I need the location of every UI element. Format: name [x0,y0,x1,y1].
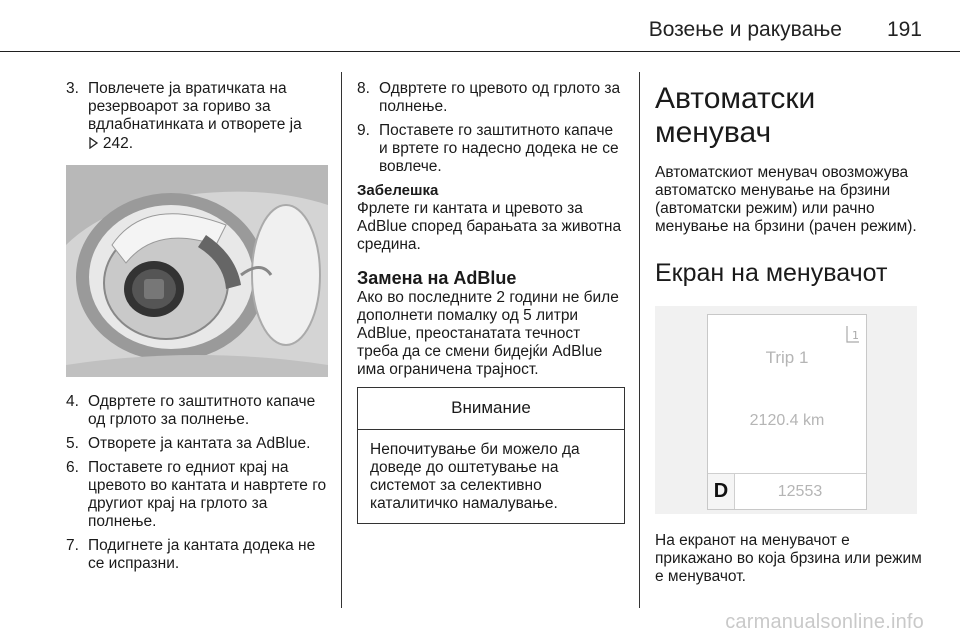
item-text: Повлечете ја вратичката на резервоарот за гориво за вдлабнатинката и отворете ја [88,80,302,133]
note-title: Забелешка [357,182,439,199]
column-divider-1 [341,72,342,608]
transmission-display-illustration [655,306,917,514]
section-text: Ако во последните 2 години не биле дополнети помалку од 5 литри AdBlue, преостанатата течност треба да се смени бидејќи AdBlue има ограничена трајност. [357,289,619,378]
column-3 [655,80,925,594]
column-divider-2 [639,72,640,608]
note-text: Фрлете ги кантата и цревото за AdBlue според барањата за животна средина. [357,200,622,253]
subsection-title: Екран на менувачот [655,259,888,287]
fuel-filler-photo [66,165,328,377]
display-caption: На екранот на менувачот е прикажано во која брзина или режим е менувачот. [655,532,922,585]
list-item-7 [66,537,328,573]
chapter-title: Автоматски менувач [655,82,816,149]
item-number: 8. [357,80,370,97]
page-header [0,0,960,52]
warning-text: Непочитување би можело да доведе до оштетување на системот за селективно каталитичко намалување. [370,441,580,512]
list-item-5 [66,435,328,453]
trip-counter-icon [846,325,860,343]
item-text: Одвртете го заштитното капаче од грлото за полнење. [88,393,316,428]
cross-reference-link[interactable]: 242. [102,135,134,152]
warning-title: Внимание [358,388,624,430]
section-title: Замена на AdBlue [357,268,517,288]
header-rule [0,51,960,52]
list-item-3 [66,80,328,153]
column-2 [357,80,625,524]
header-title: Возење и ракување [648,18,842,41]
item-number: 4. [66,393,79,410]
item-text: Поставете го едниот крај на цревото во кантата и навртете го другиот крај на грлото за полнење. [88,459,327,530]
arrow-right-icon[interactable] [88,135,103,151]
item-number: 7. [66,537,79,554]
item-text: Поставете го заштитното капаче и вртете го надесно додека не се вовлече. [379,122,619,175]
watermark: carmanualsonline.info [725,611,924,633]
list-item-4 [66,393,328,429]
column-1 [66,80,328,579]
list-item-6 [66,459,328,531]
gear-indicator: D [708,474,735,509]
list-item-8 [357,80,625,116]
item-text: Отворете ја кантата за AdBlue. [88,435,311,452]
item-number: 3. [66,80,79,97]
item-number: 5. [66,435,79,452]
trip-icon-label: 1 [852,329,859,342]
item-number: 6. [66,459,79,476]
intro-text: Автоматскиот менувач овозможува автоматско менување на брзини (автоматски режим) или рачно менување на брзини (рачен режим). [655,164,917,235]
page-number: 191 [886,18,922,41]
odometer-value: 12553 [777,483,823,500]
display-screen [707,314,867,510]
item-text: Одвртете го цревото од грлото за полнење. [379,80,621,115]
item-number: 9. [357,122,370,139]
trip-label: Trip 1 [765,348,809,367]
warning-box [357,387,625,524]
list-item-9 [357,122,625,176]
item-text: Подигнете ја кантата додека не се испразни. [88,537,316,572]
trip-distance: 2120.4 km [749,412,825,429]
